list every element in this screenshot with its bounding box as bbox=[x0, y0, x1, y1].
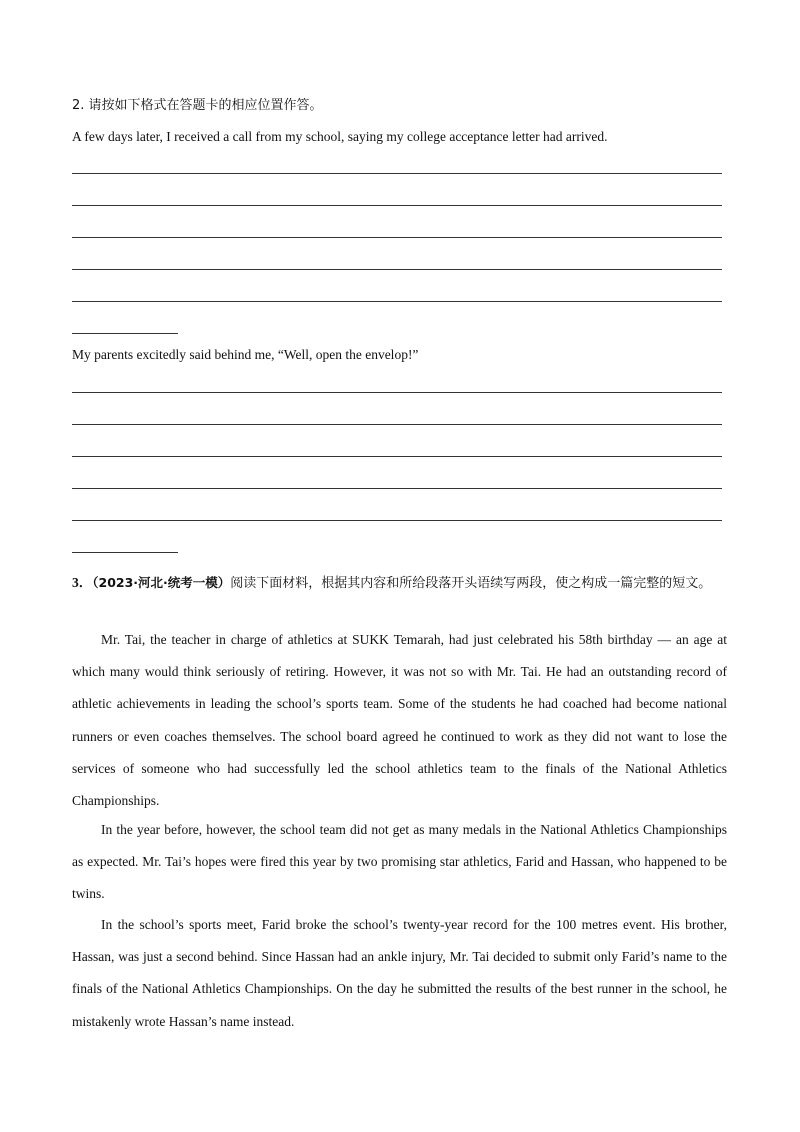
answer-line bbox=[72, 456, 722, 457]
q3-paragraph: Mr. Tai, the teacher in charge of athletics at SUKK Temarah, had just celebrated his 58th birthday — an age at which many would think seriously of retiring. However, it was not so with Mr. Tai. He had an outstanding record of athletic achievements in leading the school’s sports team. Some of the students he had coached had become national runners or even coaches themselves. The school board agreed he continued to work as they did not want to lose the services of someone who had successfully led the school athletics team to the finals of the National Athletics Championships. bbox=[72, 632, 727, 809]
answer-line bbox=[72, 237, 722, 238]
answer-line bbox=[72, 173, 722, 174]
answer-line bbox=[72, 424, 722, 425]
q3-source: （2023·河北·统考一模） bbox=[92, 575, 231, 590]
answer-line bbox=[72, 205, 722, 206]
q3-header bbox=[72, 567, 727, 600]
q3-paragraph: In the year before, however, the school team did not get as many medals in the National Athletics Championships as expected. Mr. Tai’s hopes were fired this year by two promising star athletics, Farid and Hassan, who happened to be twins. bbox=[72, 822, 727, 902]
answer-line bbox=[72, 392, 722, 393]
q2-paragraph2-opening: My parents excitedly said behind me, “Well, open the envelop!” bbox=[72, 347, 419, 362]
answer-line bbox=[72, 520, 722, 521]
q2-instruction: 2. 请按如下格式在答题卡的相应位置作答。 bbox=[72, 98, 323, 113]
answer-line bbox=[72, 301, 722, 302]
q3-instruction: 阅读下面材料，根据其内容和所给段落开头语续写两段，使之构成一篇完整的短文。 bbox=[230, 576, 712, 591]
q3-number: 3． bbox=[72, 575, 93, 590]
answer-line bbox=[72, 488, 722, 489]
q3-paragraph: In the school’s sports meet, Farid broke the school’s twenty-year record for the 100 metres event. His brother, Hassan, was just a second behind. Since Hassan had an ankle injury, Mr. Tai decided to submit only Farid’s name to the finals of the National Athletics Championships. On the day he submitted the results of the best runner in the school, he mistakenly wrote Hassan’s name instead. bbox=[72, 917, 727, 1029]
answer-line-short bbox=[72, 552, 178, 553]
answer-line-short bbox=[72, 333, 178, 334]
answer-line bbox=[72, 269, 722, 270]
q2-paragraph1-opening: A few days later, I received a call from my school, saying my college acceptance letter had arrived. bbox=[72, 129, 608, 144]
